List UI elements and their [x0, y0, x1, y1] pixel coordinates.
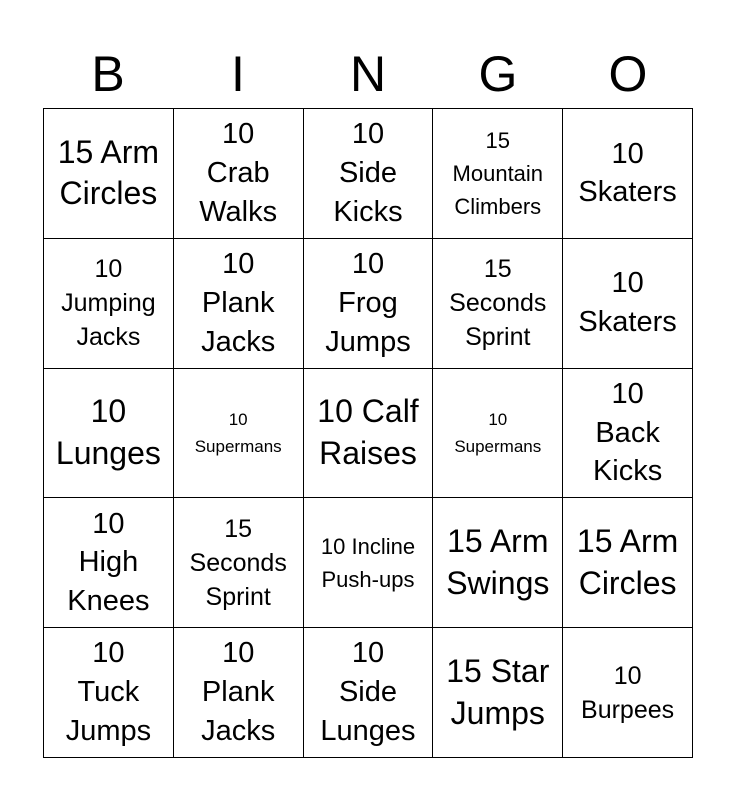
bingo-cell-r2-c4[interactable]: [563, 369, 693, 499]
bingo-cell-r3-c0[interactable]: [44, 498, 174, 628]
bingo-grid: [43, 108, 693, 758]
bingo-header: [43, 40, 693, 108]
bingo-cell-r0-c4[interactable]: [563, 109, 693, 239]
bingo-cell-r4-c4[interactable]: [563, 628, 693, 758]
cell-text: 15 Seconds Sprint: [449, 255, 547, 352]
bingo-cell-r2-c1[interactable]: [174, 369, 304, 499]
bingo-cell-r3-c4[interactable]: [563, 498, 693, 628]
bingo-cell-r3-c1[interactable]: [174, 498, 304, 628]
cell-text: 10 Side Kicks: [333, 118, 403, 228]
cell-text: 15 Arm Circles: [576, 523, 679, 601]
header-letter-o: O: [608, 46, 648, 102]
bingo-cell-r4-c0[interactable]: [44, 628, 174, 758]
bingo-cell-r1-c3[interactable]: [433, 239, 563, 369]
bingo-cell-r4-c1[interactable]: [174, 628, 304, 758]
cell-text: 10 Incline Push-ups: [320, 533, 416, 592]
bingo-cell-r4-c3[interactable]: [433, 628, 563, 758]
cell-text: 10 Crab Walks: [199, 118, 278, 228]
cell-text: 10 Jumping Jacks: [61, 255, 156, 352]
bingo-cell-r2-c2[interactable]: [304, 369, 434, 499]
cell-text: 15 Seconds Sprint: [189, 514, 287, 611]
cell-text: 10 Supermans: [454, 409, 542, 456]
bingo-cell-r1-c0[interactable]: [44, 239, 174, 369]
header-letter-b: B: [91, 46, 125, 102]
cell-text: 10 Plank Jacks: [201, 247, 276, 358]
cell-text: 10 Frog Jumps: [325, 247, 411, 358]
cell-text: 10 Plank Jacks: [201, 637, 276, 748]
cell-text: 10 Side Lunges: [320, 637, 416, 748]
bingo-cell-r3-c3[interactable]: [433, 498, 563, 628]
cell-text: 15 Star Jumps: [446, 653, 550, 731]
bingo-cell-r1-c2[interactable]: [304, 239, 434, 369]
header-letter-n: N: [349, 46, 387, 102]
header-letter-i: I: [231, 46, 245, 102]
cell-text: 10 Calf Raises: [317, 393, 419, 471]
cell-text: 15 Arm Swings: [446, 523, 550, 601]
bingo-cell-r0-c0[interactable]: [44, 109, 174, 239]
bingo-cell-r2-c3[interactable]: [433, 369, 563, 499]
cell-text: 10 Skaters: [578, 267, 677, 339]
header-letter-g: G: [478, 46, 518, 102]
cell-text: 15 Arm Circles: [57, 133, 160, 212]
bingo-cell-r0-c3[interactable]: [433, 109, 563, 239]
bingo-cell-r1-c4[interactable]: [563, 239, 693, 369]
bingo-cell-r0-c1[interactable]: [174, 109, 304, 239]
cell-text: 10 High Knees: [67, 507, 150, 618]
bingo-cell-r3-c2[interactable]: [304, 498, 434, 628]
cell-text: 10 Tuck Jumps: [65, 637, 152, 748]
bingo-cell-r4-c2[interactable]: [304, 628, 434, 758]
cell-text: 10 Lunges: [55, 393, 161, 471]
cell-text: 10 Burpees: [581, 661, 675, 724]
bingo-cell-r2-c0[interactable]: [44, 369, 174, 499]
bingo-cell-r1-c1[interactable]: [174, 239, 304, 369]
bingo-cell-r0-c2[interactable]: [304, 109, 434, 239]
cell-text: 10 Back Kicks: [592, 377, 663, 488]
cell-text: 15 Mountain Climbers: [452, 127, 544, 219]
cell-text: 10 Skaters: [578, 137, 677, 209]
cell-text: 10 Supermans: [194, 409, 282, 456]
